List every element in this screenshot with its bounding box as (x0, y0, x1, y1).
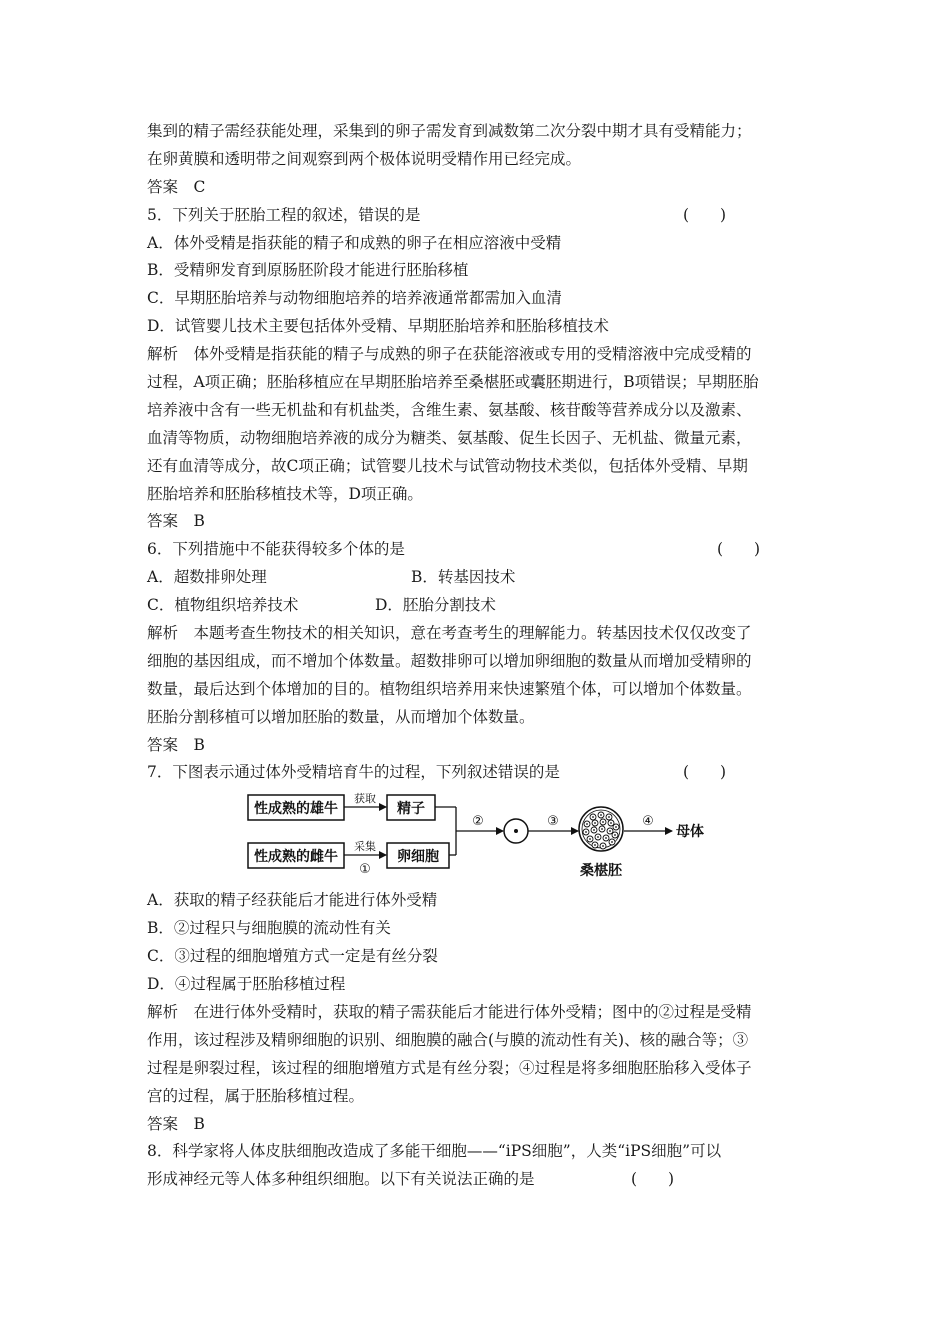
text-line: 集到的精子需经获能处理，采集到的卵子需发育到减数第二次分裂中期才具有受精能力； (147, 122, 752, 140)
question-text: 7．下图表示通过体外受精培育牛的过程，下列叙述错误的是 (147, 763, 560, 782)
step-2-label: ② (472, 814, 484, 830)
analysis-line: 过程是卵裂过程，该过程的细胞增殖方式是有丝分裂；④过程是将多细胞胚胎移入受体子 (147, 1058, 752, 1077)
ivf-flow-diagram (244, 791, 714, 883)
analysis-line: 解析 体外受精是指获能的精子与成熟的卵子在获能溶液或专用的受精溶液中完成受精的 (147, 345, 752, 364)
question-5-stem (147, 202, 817, 230)
text-line: 在卵黄膜和透明带之间观察到两个极体说明受精作用已经完成。 (147, 149, 582, 168)
option-c: C．植物组织培养技术 (147, 596, 299, 615)
option-b: B．转基因技术 (411, 568, 516, 587)
option-b: B．受精卵发育到原肠胚阶段才能进行胚胎移植 (147, 261, 469, 280)
analysis-line: 还有血清等成分，故C项正确；试管婴儿技术与试管动物技术类似，包括体外受精、早期 (147, 456, 748, 475)
mother-label: 母体 (676, 824, 704, 841)
answer-blank: ( ) (683, 763, 727, 782)
answer-line: 答案 B (147, 735, 205, 754)
option-c: C．早期胚胎培养与动物细胞培养的培养液通常都需加入血清 (147, 289, 562, 308)
option-d: D．试管婴儿技术主要包括体外受精、早期胚胎培养和胚胎移植技术 (147, 317, 609, 336)
ivf-diagram (147, 787, 817, 887)
answer-line: 答案 B (147, 512, 205, 531)
sperm-label: 精子 (397, 801, 425, 818)
option-a: A．超数排卵处理 (147, 568, 267, 587)
option-a: A．体外受精是指获能的精子和成熟的卵子在相应溶液中受精 (147, 233, 562, 252)
option-d: D．胚胎分割技术 (375, 596, 496, 615)
analysis-line: 胚胎分割移植可以增加胚胎的数量，从而增加个体数量。 (147, 707, 535, 726)
question-6-stem (147, 536, 817, 564)
answer-blank: ( ) (631, 1170, 675, 1189)
answer-line: 答案 B (147, 1114, 205, 1133)
question-text: 5．下列关于胚胎工程的叙述，错误的是 (147, 205, 421, 224)
analysis-line: 数量，最后达到个体增加的目的。植物组织培养用来快速繁殖个体，可以增加个体数量。 (147, 679, 752, 698)
analysis-block (147, 620, 817, 732)
analysis-line: 血清等物质，动物细胞培养液的成分为糖类、氨基酸、促生长因子、无机盐、微量元素， (147, 428, 752, 447)
step-1-label: ① (359, 862, 371, 878)
option-d: D．④过程属于胚胎移植过程 (147, 975, 346, 994)
question-text: 形成神经元等人体多种组织细胞。以下有关说法正确的是 (147, 1170, 535, 1189)
step-4-label: ④ (642, 814, 654, 830)
options-row (147, 564, 817, 592)
answer-line: 答案 C (147, 177, 206, 196)
collect-label: 采集 (354, 840, 376, 854)
analysis-line: 宫的过程，属于胚胎移植过程。 (147, 1086, 365, 1105)
question-8-stem-cont (147, 1166, 817, 1194)
answer-blank: ( ) (717, 540, 761, 559)
morula-label: 桑椹胚 (580, 863, 622, 880)
option-b: B．②过程只与细胞膜的流动性有关 (147, 919, 391, 938)
egg-label: 卵细胞 (397, 849, 439, 866)
analysis-line: 细胞的基因组成，而不增加个体数量。超数排卵可以增加卵细胞的数量从而增加受精卵的 (147, 651, 752, 670)
question-8-stem: 8．科学家将人体皮肤细胞改造成了多能干细胞——“iPS细胞”，人类“iPS细胞”可以 (147, 1142, 722, 1161)
analysis-block (147, 999, 817, 1111)
analysis-line: 胚胎培养和胚胎移植技术等，D项正确。 (147, 484, 423, 503)
option-a: A．获取的精子经获能后才能进行体外受精 (147, 891, 438, 910)
analysis-line: 作用，该过程涉及精卵细胞的识别、细胞膜的融合(与膜的流动性有关)、核的融合等；③ (147, 1030, 749, 1049)
morula-figure (579, 807, 623, 851)
options-row (147, 592, 817, 620)
analysis-block (147, 341, 817, 508)
zygote-nucleus (514, 829, 518, 833)
document-body (147, 118, 817, 1194)
option-c: C．③过程的细胞增殖方式一定是有丝分裂 (147, 947, 438, 966)
analysis-line: 解析 本题考查生物技术的相关知识，意在考查考生的理解能力。转基因技术仅仅改变了 (147, 624, 752, 643)
step-3-label: ③ (547, 814, 559, 830)
question-text: 6．下列措施中不能获得较多个体的是 (147, 540, 405, 559)
answer-blank: ( ) (683, 205, 727, 224)
analysis-line: 培养液中含有一些无机盐和有机盐类，含维生素、氨基酸、核苷酸等营养成分以及激素、 (147, 400, 752, 419)
obtain-label: 获取 (354, 792, 376, 806)
female-cattle-label: 性成熟的雌牛 (254, 849, 338, 866)
question-7-stem (147, 759, 817, 787)
male-cattle-label: 性成熟的雄牛 (254, 801, 338, 818)
analysis-line: 解析 在进行体外受精时，获取的精子需获能后才能进行体外受精；图中的②过程是受精 (147, 1002, 752, 1021)
analysis-line: 过程，A项正确；胚胎移植应在早期胚胎培养至桑椹胚或囊胚期进行，B项错误；早期胚胎 (147, 373, 759, 392)
